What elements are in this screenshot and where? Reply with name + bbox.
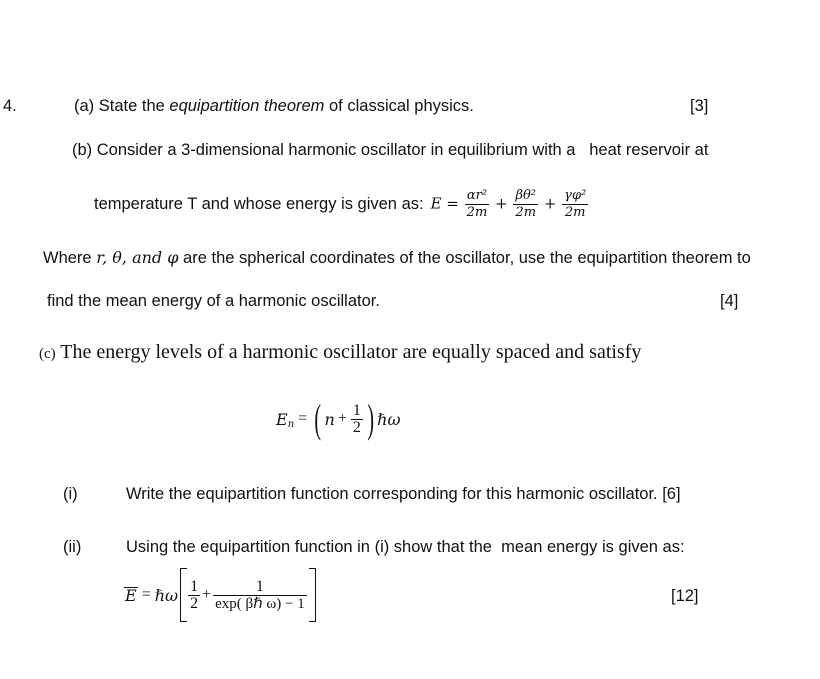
energy-plus-1: + xyxy=(495,194,508,212)
en-frac-den: 2 xyxy=(352,418,361,436)
mean-e-frac-2 xyxy=(213,579,307,612)
energy-term-1 xyxy=(465,188,490,221)
mean-e-frac-1 xyxy=(188,579,200,612)
part-a-text-after: of classical physics. xyxy=(324,97,474,115)
mean-e-frac-1-num: 1 xyxy=(190,577,199,595)
sub-i-text: Write the equipartition function corresponding for this harmonic oscillator. [6] xyxy=(126,485,681,503)
part-b-marks: [4] xyxy=(720,292,739,310)
energy-term-3-num: γφ² xyxy=(564,187,587,203)
en-lhs-sub: n xyxy=(287,418,295,430)
part-a-marks: [3] xyxy=(690,97,709,115)
part-b-vars: r, θ, and φ xyxy=(96,248,179,267)
mean-e-frac-2-num: 1 xyxy=(213,579,307,596)
sub-ii-label: (ii) xyxy=(63,538,82,556)
sub-i-label: (i) xyxy=(63,485,78,503)
en-right-paren: ) xyxy=(367,396,374,441)
part-a-text xyxy=(74,97,474,116)
mean-e-frac-2-den: exp( βℏ ω) − 1 xyxy=(215,595,305,612)
energy-lhs: E = xyxy=(430,194,459,212)
part-b-line2-text: temperature T and whose energy is given as: xyxy=(94,194,424,213)
part-b-line3-rest: are the spherical coordinates of the oscillator, use the equipartition theorem to xyxy=(183,249,751,267)
mean-e-plus: + xyxy=(202,586,212,603)
energy-term-1-num: αr² xyxy=(465,188,490,205)
en-n: n xyxy=(324,409,335,429)
part-b-line3 xyxy=(43,248,751,268)
en-hbar-omega: ℏω xyxy=(377,409,401,429)
mean-energy-formula xyxy=(124,567,316,623)
part-c-text-line xyxy=(39,341,641,364)
energy-term-3 xyxy=(562,188,588,221)
energy-term-1-den: 2m xyxy=(466,204,488,220)
energy-term-2-den: 2m xyxy=(515,204,537,220)
sub-ii-marks: [12] xyxy=(671,587,699,605)
left-bracket xyxy=(180,568,187,622)
mean-e-hbar-omega: ℏω xyxy=(154,585,179,605)
en-lhs-base: E xyxy=(276,409,288,429)
part-a-label: (a) xyxy=(74,97,95,115)
en-left-paren: ( xyxy=(314,396,322,441)
part-b-line4: find the mean energy of a harmonic oscillator. xyxy=(47,292,380,310)
mean-e-lhs: E xyxy=(125,585,137,605)
part-b-line1: (b) Consider a 3-dimensional harmonic oscillator in equilibrium with a heat reservoir at xyxy=(72,141,709,159)
mean-e-equals: = xyxy=(141,586,151,603)
energy-term-2 xyxy=(513,188,538,221)
energy-levels-formula xyxy=(276,393,401,445)
energy-formula xyxy=(431,188,590,221)
part-c-label: (c) xyxy=(39,346,56,362)
energy-term-3-den: 2m xyxy=(564,204,586,220)
en-frac xyxy=(351,403,363,436)
sub-ii-text: Using the equipartition function in (i) show that the mean energy is given as: xyxy=(126,538,685,556)
part-a-text-before: State the xyxy=(98,97,170,115)
part-b-line2 xyxy=(94,184,589,224)
part-c-text: The energy levels of a harmonic oscillator are equally spaced and satisfy xyxy=(60,341,642,363)
right-bracket xyxy=(309,568,316,622)
part-b-where: Where xyxy=(43,249,92,267)
en-plus: + xyxy=(337,410,347,427)
en-equals: = xyxy=(298,410,308,427)
energy-term-2-num: βθ² xyxy=(513,188,538,205)
en-frac-num: 1 xyxy=(352,401,361,419)
energy-plus-2: + xyxy=(543,194,557,212)
part-a-emphasis: equipartition theorem xyxy=(169,97,325,115)
mean-e-frac-1-den: 2 xyxy=(190,594,199,612)
question-number: 4. xyxy=(3,97,17,115)
